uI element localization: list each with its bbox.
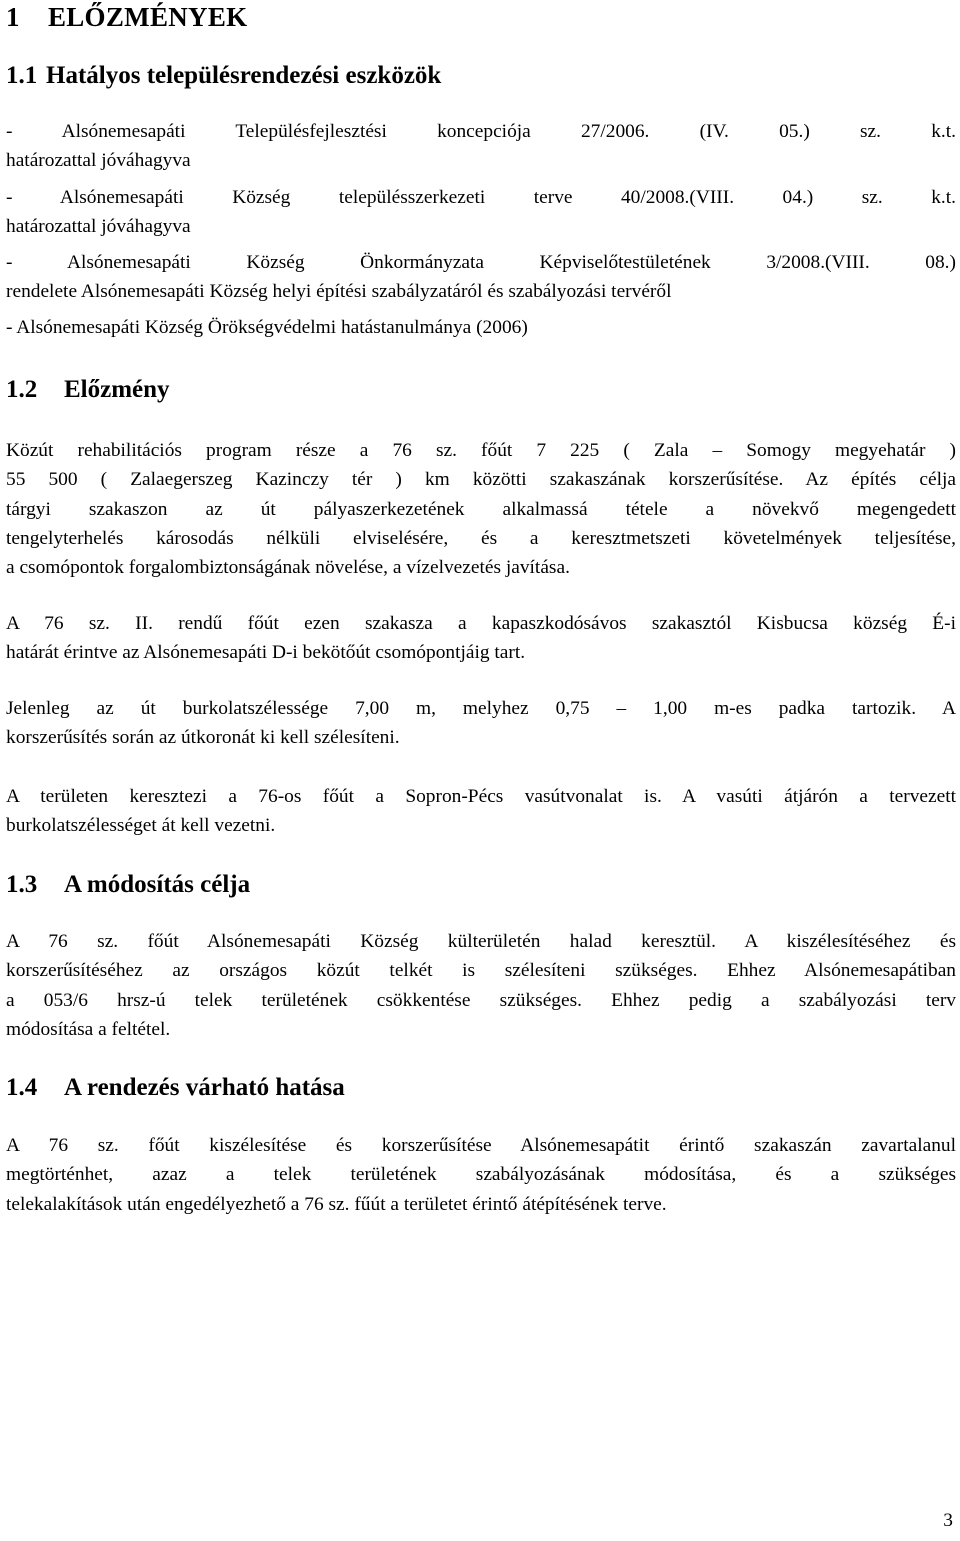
paragraph-line: 55 500 ( Zalaegerszeg Kazinczy tér ) km közötti szakaszának korszerűsítése. Az építés célja [6, 469, 956, 491]
list-item-line: határozattal jóváhagyva [6, 150, 191, 172]
chapter-title: ELŐZMÉNYEK [47, 2, 248, 32]
section-number: 1.2 [6, 376, 38, 403]
paragraph-line: tengelyterhelés károsodás nélküli elviselésére, és a keresztmetszeti követelmények teljesítése, [6, 527, 956, 549]
paragraph-line: telekalakítások után engedélyezhető a 76 sz. fűút a területet érintő átépítésének terve. [6, 1193, 667, 1215]
paragraph-line: A 76 sz. II. rendű főút ezen szakasza a kapaszkodósávos szakasztól Kisbucsa község É-i [6, 613, 956, 634]
section-heading-1-1 [6, 62, 441, 90]
section-title: Hatályos településrendezési eszközök [46, 62, 442, 89]
paragraph-line: Közút rehabilitációs program része a 76 sz. főút 7 225 ( Zala – Somogy megyehatár ) [6, 440, 956, 461]
chapter-number: 1 [6, 2, 20, 32]
paragraph-line: módosítása a feltétel. [6, 1018, 171, 1040]
chapter-heading [6, 2, 247, 33]
section-number: 1.1 [6, 62, 38, 89]
paragraph [6, 609, 956, 668]
paragraph-line: Jelenleg az út burkolatszélessége 7,00 m, melyhez 0,75 – 1,00 m-es padka tartozik. A [6, 698, 956, 719]
paragraph-line: burkolatszélességet át kell vezetni. [6, 815, 276, 837]
page-number: 3 [943, 1510, 953, 1531]
paragraph [6, 436, 956, 582]
list-item [6, 313, 956, 342]
paragraph [6, 1131, 956, 1219]
section-heading-1-2 [6, 376, 170, 404]
section-number: 1.4 [6, 1074, 38, 1101]
paragraph-line: a 053/6 hrsz-ú telek területének csökkentése szükséges. Ehhez pedig a szabályozási terv [6, 989, 956, 1011]
list-item [6, 117, 956, 176]
section-title: Előzmény [64, 376, 170, 403]
paragraph [6, 927, 956, 1044]
list-item-line: - Alsónemesapáti Község Örökségvédelmi hatástanulmánya (2006) [6, 317, 528, 338]
list-item-line: - Alsónemesapáti Község Önkormányzata Képviselőtestületének 3/2008.(VIII. 08.) [6, 252, 956, 273]
paragraph [6, 694, 956, 753]
section-title: A rendezés várható hatása [64, 1074, 345, 1101]
section-heading-1-4 [6, 1074, 345, 1102]
list-item-line: rendelete Alsónemesapáti Község helyi építési szabályzatáról és szabályozási tervéről [6, 281, 672, 303]
paragraph-line: A 76 sz. főút kiszélesítése és korszerűsítése Alsónemesapátit érintő szakaszán zavartalanul [6, 1135, 956, 1156]
list-item [6, 183, 956, 242]
paragraph-line: a csomópontok forgalombiztonságának növelése, a vízelvezetés javítása. [6, 557, 570, 579]
paragraph-line: határát érintve az Alsónemesapáti D-i bekötőút csomópontjáig tart. [6, 642, 526, 664]
paragraph-line: korszerűsítés során az útkoronát ki kell szélesíteni. [6, 727, 400, 749]
paragraph-line: megtörténhet, azaz a telek területének szabályozásának módosítása, és a szükséges [6, 1164, 956, 1186]
paragraph-line: A 76 sz. főút Alsónemesapáti Község külterületén halad keresztül. A kiszélesítéséhez és [6, 931, 956, 952]
paragraph-line: tárgyi szakaszon az út pályaszerkezetének alkalmassá tétele a növekvő megengedett [6, 498, 956, 520]
paragraph-line: korszerűsítéséhez az országos közút telkét is szélesíteni szükséges. Ehhez Alsónemesapátiban [6, 960, 956, 982]
section-number: 1.3 [6, 871, 38, 898]
list-item-line: - Alsónemesapáti Község településszerkezeti terve 40/2008.(VIII. 04.) sz. k.t. [6, 187, 956, 208]
section-title: A módosítás célja [64, 871, 251, 898]
paragraph-line: A területen keresztezi a 76-os főút a Sopron-Pécs vasútvonalat is. A vasúti átjárón a tervezett [6, 786, 956, 807]
paragraph [6, 782, 956, 841]
section-heading-1-3 [6, 871, 250, 899]
list-item-line: határozattal jóváhagyva [6, 216, 191, 238]
list-item-line: - Alsónemesapáti Településfejlesztési koncepciója 27/2006. (IV. 05.) sz. k.t. [6, 121, 956, 142]
list-item [6, 248, 956, 307]
